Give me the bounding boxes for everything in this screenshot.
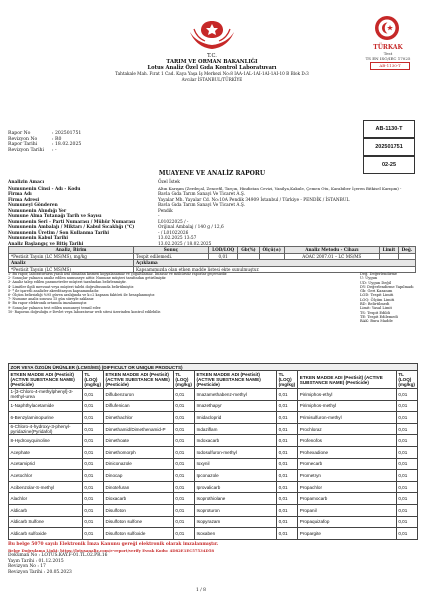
loq-cell: 0,01 <box>277 458 298 470</box>
substance-cell: Imazethapyr <box>195 400 277 412</box>
report-title: MUAYENE VE ANALİZ RAPORU <box>158 170 266 177</box>
meta-revision-no: : R0 <box>52 136 62 142</box>
substance-cell: Dimethoate <box>104 435 174 447</box>
header-tc: T.C. <box>207 53 217 59</box>
substance-cell: Dinocap <box>104 470 174 482</box>
note-line: 8- Bu rapor elektronik ortamda imzalanmıştır. <box>8 301 88 306</box>
substance-cell: Pirimiphos-ethyl <box>298 389 397 401</box>
info-row: Numunenin Ambalajı / Miktarı / Kabul Sıcaklığı (°C) Orijinal Ambalaj / 140 g / 12,6 <box>8 225 224 230</box>
loq-cell: 0,01 <box>396 446 417 458</box>
loq-cell: 0,01 <box>173 389 194 401</box>
explain-row: *Pestisit Taysin (LC MS/MS) Kapsamımızda olan etken madde listesi ekte sunulmuştur. <box>9 266 416 273</box>
loq-cell: 0,01 <box>277 516 298 528</box>
note-line: 9- Sonuçlar yalnızca test edilen numuneyi temsil eder. <box>8 305 102 310</box>
table-row <box>9 389 418 401</box>
substance-cell: Indaziflam <box>195 423 277 435</box>
substance-cell: Iodosulfuron-methyl <box>195 446 277 458</box>
substance-cell: 8-Hydroxyquinoline <box>9 435 83 447</box>
loq-cell: 0,01 <box>277 412 298 424</box>
substance-cell: Disulfoton sulfoxide <box>104 528 174 540</box>
substance-cell: Isoproturon <box>195 504 277 516</box>
report-code-box: AB-1130-T <box>363 120 415 138</box>
loq-cell: 0,01 <box>277 435 298 447</box>
note-line: 1- Bu rapor, laboratuvarın yazılı izni olmadan kısmen kopyalanamaz ve çoğaltılamaz. İmzasız ve mühürsüz raporlar geçersizdir. <box>8 272 228 276</box>
footer-publish-date: Yayın Tarihi : 01.12.2015 <box>8 558 64 564</box>
substance-cell: Isopyrazam <box>195 516 277 528</box>
ministry-emblem-icon <box>184 18 240 52</box>
info-row: Numunenin Kabul Tarihi 13.02.2025 13:57 <box>8 236 197 241</box>
loq-cell: 0,01 <box>277 400 298 412</box>
info-row: Firma Adresi Yayalar Mh. Yayalar Cd. No:10A Pendik 34909 İstanbul / Türkiye - PENDİK / İSTANBUL <box>8 197 350 203</box>
substance-cell: Promecarb <box>298 458 397 470</box>
substance-cell: Alachlor <box>9 493 83 505</box>
report-number-box: 202501751 <box>363 138 415 156</box>
loq-cell: 0,01 <box>277 528 298 540</box>
substance-cell: Propargite <box>298 528 397 540</box>
footer-revision-no: Revizyon No : 17 <box>8 564 46 570</box>
table-row <box>9 423 418 435</box>
substance-cell: Pirimiphos-methyl <box>298 400 397 412</box>
turkak-logo-icon <box>373 14 401 42</box>
info-row: Analiz Başlangıç ve Bitiş Tarihi 13.02.2025 / 18.02.2025 <box>8 241 212 247</box>
substance-cell: Aldicarb sulfoxide <box>9 528 83 540</box>
substance-cell: Prochloraz <box>298 423 397 435</box>
header-ministry: TARIM VE ORMAN BAKANLIĞI <box>166 59 258 65</box>
substance-cell: Acibenzolar-S-methyl <box>9 481 83 493</box>
meta-report-date-label: Rapor Tarihi <box>8 142 38 148</box>
info-row: Numunenin Seri - Parti Numarası / Mühür Numarası L01022025 / - <box>8 219 189 225</box>
meta-block <box>8 131 81 153</box>
substance-cell: Ioxynil <box>195 458 277 470</box>
loq-cell: 0,01 <box>173 446 194 458</box>
info-row: Numunenin Alındığı Yer Pendik <box>8 208 173 214</box>
footer-revision-date: Revizyon Tarihi : 20.05.2023 <box>8 569 72 575</box>
info-row: Firma Adı Bavla Gıda Tarım Sanayi Ve Ticaret A.Ş. <box>8 192 246 197</box>
loq-cell: 0,01 <box>82 412 103 424</box>
loq-cell: 0,01 <box>173 470 194 482</box>
substance-cell: Diflufenican <box>104 400 174 412</box>
loq-cell: 0,01 <box>82 446 103 458</box>
substance-cell: Imazamethabenz-methyl <box>195 389 277 401</box>
header-address2: Avcılar İSTANBUL/TÜRKİYE <box>181 77 243 82</box>
info-row: Analizin Amacı Özel İstek <box>8 180 180 185</box>
sample-info <box>8 180 401 247</box>
results-row: *Pestisit Taysin (LC MS/MS), mg/kg Tespit edilemedi. 0,01 AOAC 2007.01 – LC MS/MS <box>9 253 416 260</box>
report-footer <box>8 542 218 576</box>
note-line: 3- Analiz talep edilen parametreler müşteri tarafından belirlenmiştir. <box>8 280 127 285</box>
loq-cell: 0,01 <box>173 504 194 516</box>
info-row: Numune Alma Tutanağı Tarih ve Sayısı - <box>8 214 160 219</box>
note-line: 2- Sonuçlar yalnızca analiz edilen numuneye aittir. Numune müşteri tarafından getirilmiştir. <box>8 276 167 281</box>
loq-cell: 0,01 <box>173 493 194 505</box>
substance-cell: Acephate <box>9 446 83 458</box>
loq-cell: 0,01 <box>82 389 103 401</box>
loq-cell: 0,01 <box>173 400 194 412</box>
substance-cell: Dioxacarb <box>104 493 174 505</box>
substance-cell: Acetamiprid <box>9 458 83 470</box>
loq-cell: 0,01 <box>82 458 103 470</box>
loq-cell: 0,01 <box>396 412 417 424</box>
table-row <box>9 504 418 516</box>
turkak-type: Test <box>383 51 393 56</box>
substance-cell: Diflubenzuron <box>104 389 174 401</box>
header-address1: Tahtakale Mah. Fırat 1 Cad. Kaya Yaşa Iş Merkezi No:8 IAA-1AL-1AI-1AI-1AI-10 B Blok D:3 <box>115 71 309 76</box>
substance-cell: Imidacloprid <box>195 412 277 424</box>
loq-cell: 0,01 <box>82 493 103 505</box>
loq-cell: 0,01 <box>277 470 298 482</box>
table-row <box>9 435 418 447</box>
loq-cell: 0,01 <box>173 423 194 435</box>
loq-cell: 0,01 <box>277 493 298 505</box>
substance-cell: 6-Benzylaminopurine <box>9 412 83 424</box>
substance-cell: 1-[3-Chloro-4-methylphenyl]-3-methyl-urea <box>9 389 83 401</box>
note-line: 7- Numune analiz sonrası 15 gün süreyle saklanır. <box>8 297 95 302</box>
loq-cell: 0,01 <box>396 528 417 540</box>
substance-cell: Ipconazole <box>195 470 277 482</box>
loq-cell: 0,01 <box>82 435 103 447</box>
substance-cell: Isoprothiolane <box>195 493 277 505</box>
substance-cell: Dinotefuran <box>104 481 174 493</box>
loq-cell: 0,01 <box>82 423 103 435</box>
loq-cell: 0,01 <box>396 423 417 435</box>
substance-cell: Propamocarb <box>298 493 397 505</box>
loq-cell: 0,01 <box>396 435 417 447</box>
header-lab: Lotus Analiz Özel Gıda Kontrol Laboratuvarı <box>147 65 277 71</box>
loq-cell: 0,01 <box>396 481 417 493</box>
loq-cell: 0,01 <box>173 481 194 493</box>
meta-revision-date: : - <box>52 147 57 153</box>
turkak-standard: TS EN ISO/IEC 17025 <box>365 56 411 61</box>
note-line: 10- Raporun doğruluğu e-Devlet veya laboratuvar web sitesi üzerinden kontrol edilebilir. <box>8 309 161 314</box>
substance-cell: Isoxaben <box>195 528 277 540</box>
footer-verify-link[interactable]: Belge Doğrulama Linki: https://lotusanaliz.com/e-report/verify Evrak Kodu: 4D82E1EC57534D58 <box>8 547 215 553</box>
loq-cell: 0,01 <box>173 516 194 528</box>
loq-cell: 0,01 <box>396 504 417 516</box>
loq-cell: 0,01 <box>82 504 103 516</box>
meta-report-no-label: Rapor No <box>8 131 31 136</box>
loq-cell: 0,01 <box>277 481 298 493</box>
loq-cell: 0,01 <box>173 435 194 447</box>
meta-report-no: : 202501751 <box>52 131 82 136</box>
table-row <box>9 481 418 493</box>
info-row: Numunenin Üretim / Son Kullanma Tarihi - / L01022026 <box>8 230 189 236</box>
note-line: 6- Ölçüm belirsizliği %95 güven aralığında ve k=2 kapsam faktörü ile hesaplanmıştır. <box>8 293 155 298</box>
table-row <box>9 400 418 412</box>
substance-cell: Dimethomorph <box>104 446 174 458</box>
substance-cell: Indoxacarb <box>195 435 277 447</box>
substance-cell: Prohexadione <box>298 446 397 458</box>
substance-cell: Propanil <box>298 504 397 516</box>
substance-cell: Aldicarb <box>9 504 83 516</box>
turkak-code: AB-1130-T <box>370 62 410 70</box>
substance-cell: Disulfoton <box>104 504 174 516</box>
substance-cell: Dimethamid/Dimethenamid-P <box>104 423 174 435</box>
page-number: 1 / 8 <box>196 588 206 593</box>
loq-cell: 0,01 <box>396 470 417 482</box>
loq-cell: 0,01 <box>396 458 417 470</box>
pesticide-table <box>8 363 418 540</box>
meta-revision-date-label: Revizyon Tarihi <box>8 147 44 153</box>
substance-cell: Acetochlor <box>9 470 83 482</box>
substance-cell: Iprovalicarb <box>195 481 277 493</box>
table-row <box>9 446 418 458</box>
loq-cell: 0,01 <box>396 389 417 401</box>
footer-esignature: Bu belge 5070 sayılı Elektronik İmza Kanunu gereği elektronik olarak imzalanmıştır. <box>8 542 219 547</box>
substance-cell: Diniconazole <box>104 458 174 470</box>
loq-cell: 0,01 <box>396 493 417 505</box>
pesticide-table-caption: ZOR VEYA ÖZGÜN ÜRÜNLER (LCMS/MS) (DIFFICULT OR UNIQUE PRODUCTS) <box>9 364 418 371</box>
note-line: 5- * ile işaretli analizler akreditasyon kapsamındadır. <box>8 288 100 293</box>
loq-cell: 0,01 <box>82 528 103 540</box>
report-date-box: 02-25 <box>363 156 415 174</box>
loq-cell: 0,01 <box>277 423 298 435</box>
abbreviation-legend: Değ. Değerlendirme U: Uygun UD: Uygun Değil DY: Değerlendirme Yapılmadı Gb: Geri Kazanım LOD: Tespit Limiti LOQ: Ölçüm Limiti BD: Belirtilmedi Limit: Yasal Limit TS: Tespit Edildi TE: Tespit Edilemedi BAK: Bura Madde <box>360 272 414 324</box>
substance-cell: Propachlor <box>298 481 397 493</box>
loq-cell: 0,01 <box>82 470 103 482</box>
results-table <box>8 246 416 273</box>
table-row <box>9 528 418 540</box>
report-notes <box>8 272 326 314</box>
loq-cell: 0,01 <box>277 446 298 458</box>
substance-cell: Primisulfuron-methyl <box>298 412 397 424</box>
meta-revision-no-label: Revizyon No <box>8 136 38 142</box>
table-row <box>9 516 418 528</box>
loq-cell: 0,01 <box>82 400 103 412</box>
substance-cell: Disulfoton sulfone <box>104 516 174 528</box>
table-row <box>9 412 418 424</box>
loq-cell: 0,01 <box>82 481 103 493</box>
substance-cell: Aldicarb Sulfone <box>9 516 83 528</box>
loq-cell: 0,01 <box>173 458 194 470</box>
substance-cell: 6-Chloro-4-hydroxy-3-phenyl-pyridazine(Pyridafol) <box>9 423 83 435</box>
info-row: Numuneyi Gönderen Bavla Gıda Tarım Sanayi Ve Ticaret A.Ş. <box>8 203 246 208</box>
loq-cell: 0,01 <box>277 504 298 516</box>
loq-cell: 0,01 <box>277 389 298 401</box>
note-line: 4- Limitler ilgili mevzuat veya müşteri talebi doğrultusunda belirtilmiştir. <box>8 284 134 289</box>
loq-cell: 0,01 <box>173 528 194 540</box>
pesticide-table-header: ETKEN MADDE ADI (Pestisit) (ACTIVE SUBSTANCE NAME) (Pesticide) TL (LOQ) (mg/kg) ETKEN MADDE ADI (Pestisit) (ACTIVE SUBSTANCE NAME) (Pesticide) TL (LOQ) (mg/kg) ETKEN MADDE ADI (Pestisit) (ACTIVE SUBSTANCE NAME) (Pesticide) TL (LOQ) (mg/kg) ETKEN MADDE ADI (Pestisit) (ACTIVE SUBSTANCE NAME) (Pesticide) TL (LOQ) (mg/kg) <box>9 371 418 389</box>
explain-header-row: Analiz Açıklama <box>9 260 416 267</box>
turkak-name: TÜRKAK <box>373 44 403 51</box>
substance-cell: Dimethachlor <box>104 412 174 424</box>
substance-cell: Prometryn <box>298 470 397 482</box>
loq-cell: 0,01 <box>396 516 417 528</box>
table-row <box>9 493 418 505</box>
footer-doc-no: Doküman No : LOTUS.KAY.F-01.TL.02.PR.16 <box>8 553 108 559</box>
substance-cell: 1-Naphthylacetamide <box>9 400 83 412</box>
substance-cell: Profenofos <box>298 435 397 447</box>
loq-cell: 0,01 <box>173 412 194 424</box>
table-row <box>9 458 418 470</box>
meta-report-date: : 18.02.2025 <box>52 142 82 148</box>
table-row <box>9 470 418 482</box>
loq-cell: 0,01 <box>396 400 417 412</box>
info-row: Numunenin Cinsi - Adı - Kodu Altın Karışım (Zerdeçal, Zencefil, Tarçın, Hindistan Cevizi, Vanilya,Kakule, Çemen Otu, Karabiber İçeren Bitkisel Karışım) - <box>8 185 402 192</box>
substance-cell: Propaquizafop <box>298 516 397 528</box>
results-header-row: Analiz, Birim Sonuç LOD/LOQ Gb(%) Ölçü(±) Analiz Metodu - Cihazı Limit Değ. <box>9 247 416 254</box>
loq-cell: 0,01 <box>82 516 103 528</box>
